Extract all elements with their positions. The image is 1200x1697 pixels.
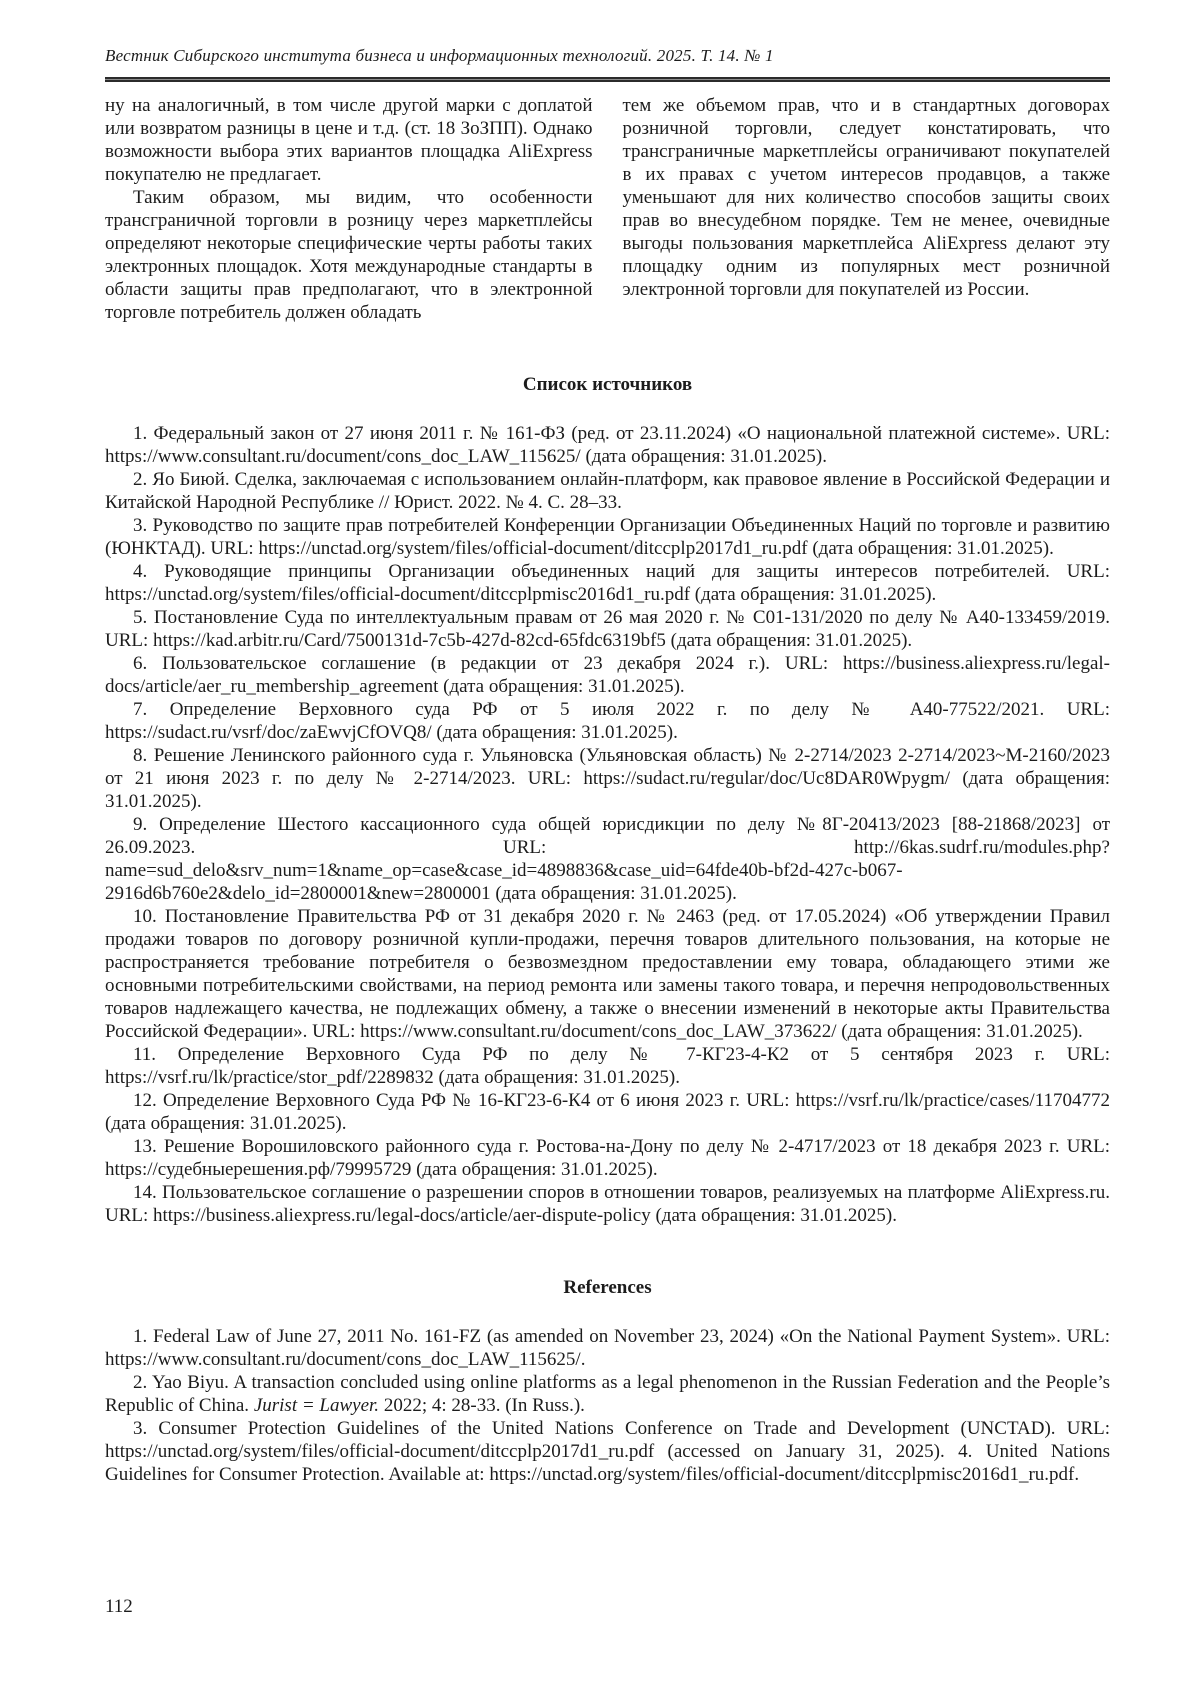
source-item: 10. Постановление Правительства РФ от 31 декабря 2020 г. № 2463 (ред. от 17.05.2024) «Об утверждении Правил продажи товаров по договору розничной купли-продажи, перечня товаров длительного пользования, на которые не распространяется требование потребителя о безвозмездном предоставлении ему товара, обладающего этими же основными потребительскими свойствами, на период ремонта или замены такого товара, и перечня непродовольственных товаров надлежащего качества, не подлежащих обмену, а также о внесении изменений в некоторые акты Правительства Российской Федерации». URL: https://www.consultant.ru/document/cons_doc_LAW_373622/ (дата обращения: 31.01.2025). <box>105 906 1110 1042</box>
sources-list <box>105 422 1110 1227</box>
references-list <box>105 1325 1110 1486</box>
source-item: 14. Пользовательское соглашение о разрешении споров в отношении товаров, реализуемых на платформе AliExpress.ru. URL: https://business.aliexpress.ru/legal-docs/article/aer-dispute-policy (дата обращения: 31.01.2025). <box>105 1182 1110 1226</box>
reference-item: 3. Consumer Protection Guidelines of the United Nations Conference on Trade and Development (UNCTAD). URL: https://unctad.org/system/files/official-document/ditccplp2017d1_ru.pdf (accessed on January 31, 2025). 4. United Nations Guidelines for Consumer Protection. Available at: https://unctad.org/system/files/official-document/ditccplpmisc2016d1_ru.pdf. <box>105 1418 1110 1485</box>
reference-item: 1. Federal Law of June 27, 2011 No. 161-FZ (as amended on November 23, 2024) «On the National Payment System». URL: https://www.consultant.ru/document/cons_doc_LAW_115625/. <box>105 1326 1110 1370</box>
source-item: 3. Руководство по защите прав потребителей Конференции Организации Объединенных Наций по торговле и развитию (ЮНКТАД). URL: https://unctad.org/system/files/official-document/ditccplp2017d1_ru.pdf (дата обращения: 31.01.2025). <box>105 515 1110 559</box>
sources-heading: Список источников <box>522 374 693 395</box>
reference-text: 2. Yao Biyu. A transaction concluded using online platforms as a legal phenomenon in the Russian Federation and the People’s Republic of China. <box>105 1372 1110 1416</box>
source-item: 8. Решение Ленинского районного суда г. Ульяновска (Ульяновская область) № 2-2714/2023 2-2714/2023~М-2160/2023 от 21 июня 2023 г. по делу № 2-2714/2023. URL: https://sudact.ru/regular/doc/Uc8DAR0Wpygm/ (дата обращения: 31.01.2025). <box>105 745 1110 812</box>
page-header <box>105 46 1110 82</box>
header-rule <box>105 77 1110 82</box>
left-column <box>105 94 593 324</box>
source-item: 5. Постановление Суда по интеллектуальным правам от 26 мая 2020 г. № С01-131/2020 по делу № А40-133459/2019. URL: https://kad.arbitr.ru/Card/7500131d-7c5b-427d-82cd-65fdc6319bf5 (дата обращения: 31.01.2025). <box>105 607 1110 651</box>
source-item: 7. Определение Верховного суда РФ от 5 июля 2022 г. по делу № А40-77522/2021. URL: https://sudact.ru/vsrf/doc/zaEwvjCfOVQ8/ (дата обращения: 31.01.2025). <box>105 699 1110 743</box>
reference-journal-title: Jurist = Lawyer. <box>253 1395 380 1416</box>
source-item: 12. Определение Верховного Суда РФ № 16-КГ23-6-К4 от 6 июня 2023 г. URL: https://vsrf.ru/lk/practice/cases/11704772 (дата обращения: 31.01.2025). <box>105 1090 1110 1134</box>
reference-text: 2022; 4: 28-33. (In Russ.). <box>379 1395 585 1416</box>
body-paragraph: тем же объемом прав, что и в стандартных договорах розничной торговли, следует констатировать, что трансграничные маркетплейсы ограничивают покупателей в их правах с учетом интересов продавцов, а также уменьшают для них количество способов защиты своих прав во внесудебном порядке. Тем не менее, очевидные выгоды пользования маркетплейса AliExpress делают эту площадку одним из популярных мест розничной электронной торговли для покупателей из России. <box>622 95 1110 300</box>
source-item: 13. Решение Ворошиловского районного суда г. Ростова-на-Дону по делу № 2-4717/2023 от 18 декабря 2023 г. URL: https://судебныерешения.рф/79995729 (дата обращения: 31.01.2025). <box>105 1136 1110 1180</box>
page-number: 112 <box>105 1596 133 1617</box>
reference-item <box>105 1371 1110 1417</box>
source-item: 2. Яо Биюй. Сделка, заключаемая с использованием онлайн-платформ, как правовое явление в Российской Федерации и Китайской Народной Республике // Юрист. 2022. № 4. С. 28–33. <box>105 469 1110 513</box>
article-body <box>105 94 1110 324</box>
running-head: Вестник Сибирского института бизнеса и информационных технологий. 2025. Т. 14. № 1 <box>105 46 774 65</box>
body-paragraph: ну на аналогичный, в том числе другой марки с доплатой или возвратом разницы в цене и т.д. (ст. 18 ЗоЗПП). Однако возможности выбора этих вариантов площадка AliExpress покупателю не предлагает. <box>105 95 593 185</box>
references-heading: References <box>563 1277 652 1298</box>
source-item: 4. Руководящие принципы Организации объединенных наций для защиты интересов потребителей. URL: https://unctad.org/system/files/official-document/ditccplpmisc2016d1_ru.pdf (дата обращения: 31.01.2025). <box>105 561 1110 605</box>
source-item: 11. Определение Верховного Суда РФ по делу № 7-КГ23-4-К2 от 5 сентября 2023 г. URL: https://vsrf.ru/lk/practice/stor_pdf/2289832 (дата обращения: 31.01.2025). <box>105 1044 1110 1088</box>
source-item: 6. Пользовательское соглашение (в редакции от 23 декабря 2024 г.). URL: https://business.aliexpress.ru/legal-docs/article/aer_ru_membership_agreement (дата обращения: 31.01.2025). <box>105 653 1110 697</box>
source-item: 1. Федеральный закон от 27 июня 2011 г. № 161-ФЗ (ред. от 23.11.2024) «О национальной платежной системе». URL: https://www.consultant.ru/document/cons_doc_LAW_115625/ (дата обращения: 31.01.2025). <box>105 423 1110 467</box>
body-paragraph: Таким образом, мы видим, что особенности трансграничной торговли в розницу через маркетплейсы определяют некоторые специфические черты работы таких электронных площадок. Хотя международные стандарты в области защиты прав предполагают, что в электронной торговле потребитель должен обладать <box>105 187 593 323</box>
source-item: 9. Определение Шестого кассационного суда общей юрисдикции по делу №8Г-20413/2023 [88-21868/2023] от 26.09.2023. URL: http://6kas.sudrf.ru/modules.php?name=sud_delo&srv_num=1&name_op=case&case_id=4898836&case_uid=64fde40b-bf2d-427c-b067-2916d6b760e2&delo_id=2800001&new=2800001 (дата обращения: 31.01.2025). <box>105 814 1110 904</box>
right-column <box>623 94 1111 324</box>
